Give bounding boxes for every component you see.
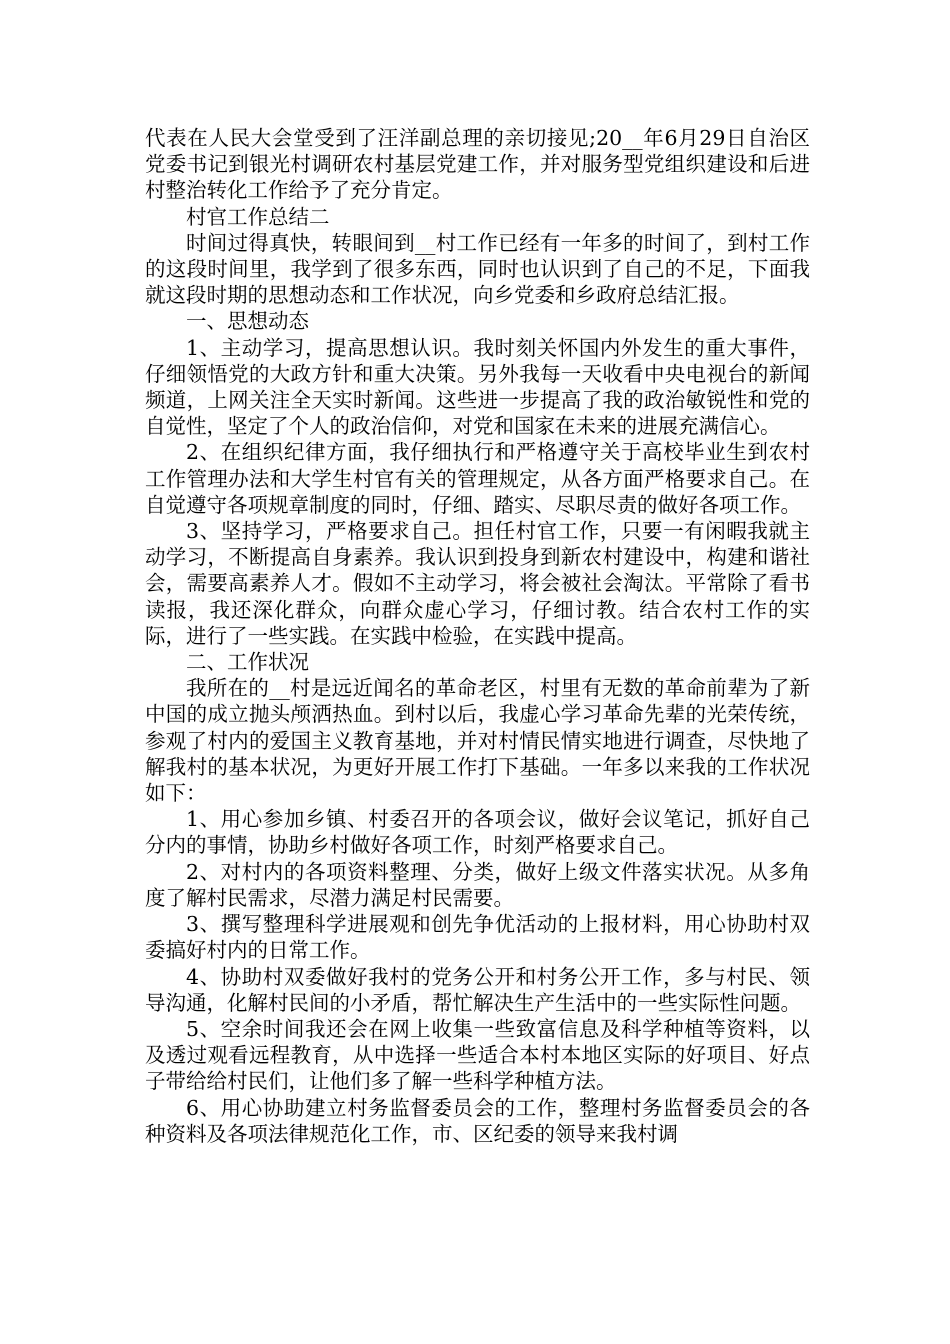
document-body [145, 125, 810, 1147]
paragraph-work-5: 5、空余时间我还会在网上收集一些致富信息及科学种植等资料，以及透过观看远程教育，从中选择一些适合本村本地区实际的好项目、好点子带给给村民们，让他们多了解一些科学种植方法。 [145, 1016, 810, 1094]
paragraph-thought-2: 2、在组织纪律方面，我仔细执行和严格遵守关于高校毕业生到农村工作管理办法和大学生村官有关的管理规定，从各方面严格要求自己。在自觉遵守各项规章制度的同时，仔细、踏实、尽职尽责的做好各项工作。 [145, 440, 810, 517]
paragraph-work-4: 4、协助村双委做好我村的党务公开和村务公开工作，多与村民、领导沟通，化解村民间的小矛盾，帮忙解决生产生活中的一些实际性问题。 [145, 964, 810, 1015]
heading-thought-dynamics: 一、思想动态 [186, 309, 309, 334]
paragraph-work-6: 6、用心协助建立村务监督委员会的工作，整理村务监督委员会的各种资料及各项法律规范化工作，市、区纪委的领导来我村调 [145, 1095, 810, 1146]
paragraph-thought-3: 3、坚持学习，严格要求自己。担任村官工作，只要一有闲暇我就主动学习，不断提高自身素养。我认识到投身到新农村建设中，构建和谐社会，需要高素养人才。假如不主动学习，将会被社会淘汰。平常除了看书读报，我还深化群众，向群众虚心学习，仔细讨教。结合农村工作的实际，进行了一些实践。在实践中检验，在实践中提高。 [145, 519, 810, 648]
paragraph-work-3: 3、撰写整理科学进展观和创先争优活动的上报材料，用心协助村双委搞好村内的日常工作。 [145, 912, 810, 963]
paragraph-work-intro: 我所在的__村是远近闻名的革命老区，村里有无数的革命前辈为了新中国的成立抛头颅洒热血。到村以后，我虚心学习革命先辈的光荣传统，参观了村内的爱国主义教育基地，并对村情民情实地进行调查，尽快地了解我村的基本状况，为更好开展工作打下基础。一年多以来我的工作状况如下： [145, 676, 810, 806]
section-title-summary-2: 村官工作总结二 [186, 204, 330, 229]
paragraph-work-2: 2、对村内的各项资料整理、分类，做好上级文件落实状况。从多角度了解村民需求，尽潜力满足村民需要。 [145, 859, 810, 910]
paragraph-work-1: 1、用心参加乡镇、村委召开的各项会议，做好会议笔记，抓好自己分内的事情，协助乡村做好各项工作，时刻严格要求自己。 [145, 807, 810, 858]
paragraph-1: 代表在人民大会堂受到了汪洋副总理的亲切接见;20__年6月29日自治区党委书记到银光村调研农村基层党建工作，并对服务型党组织建设和后进村整治转化工作给予了充分肯定。 [145, 126, 810, 203]
heading-work-status: 二、工作状况 [186, 650, 309, 675]
paragraph-thought-1: 1、主动学习，提高思想认识。我时刻关怀国内外发生的重大事件，仔细领悟党的大政方针和重大决策。另外我每一天收看中央电视台的新闻频道，上网关注全天实时新闻。这些进一步提高了我的政治敏锐性和党的自觉性，坚定了个人的政治信仰，对党和国家在未来的进展充满信心。 [145, 335, 810, 439]
paragraph-intro: 时间过得真快，转眼间到__村工作已经有一年多的时间了，到村工作的这段时间里，我学到了很多东西，同时也认识到了自己的不足，下面我就这段时期的思想动态和工作状况，向乡党委和乡政府总结汇报。 [145, 230, 810, 308]
